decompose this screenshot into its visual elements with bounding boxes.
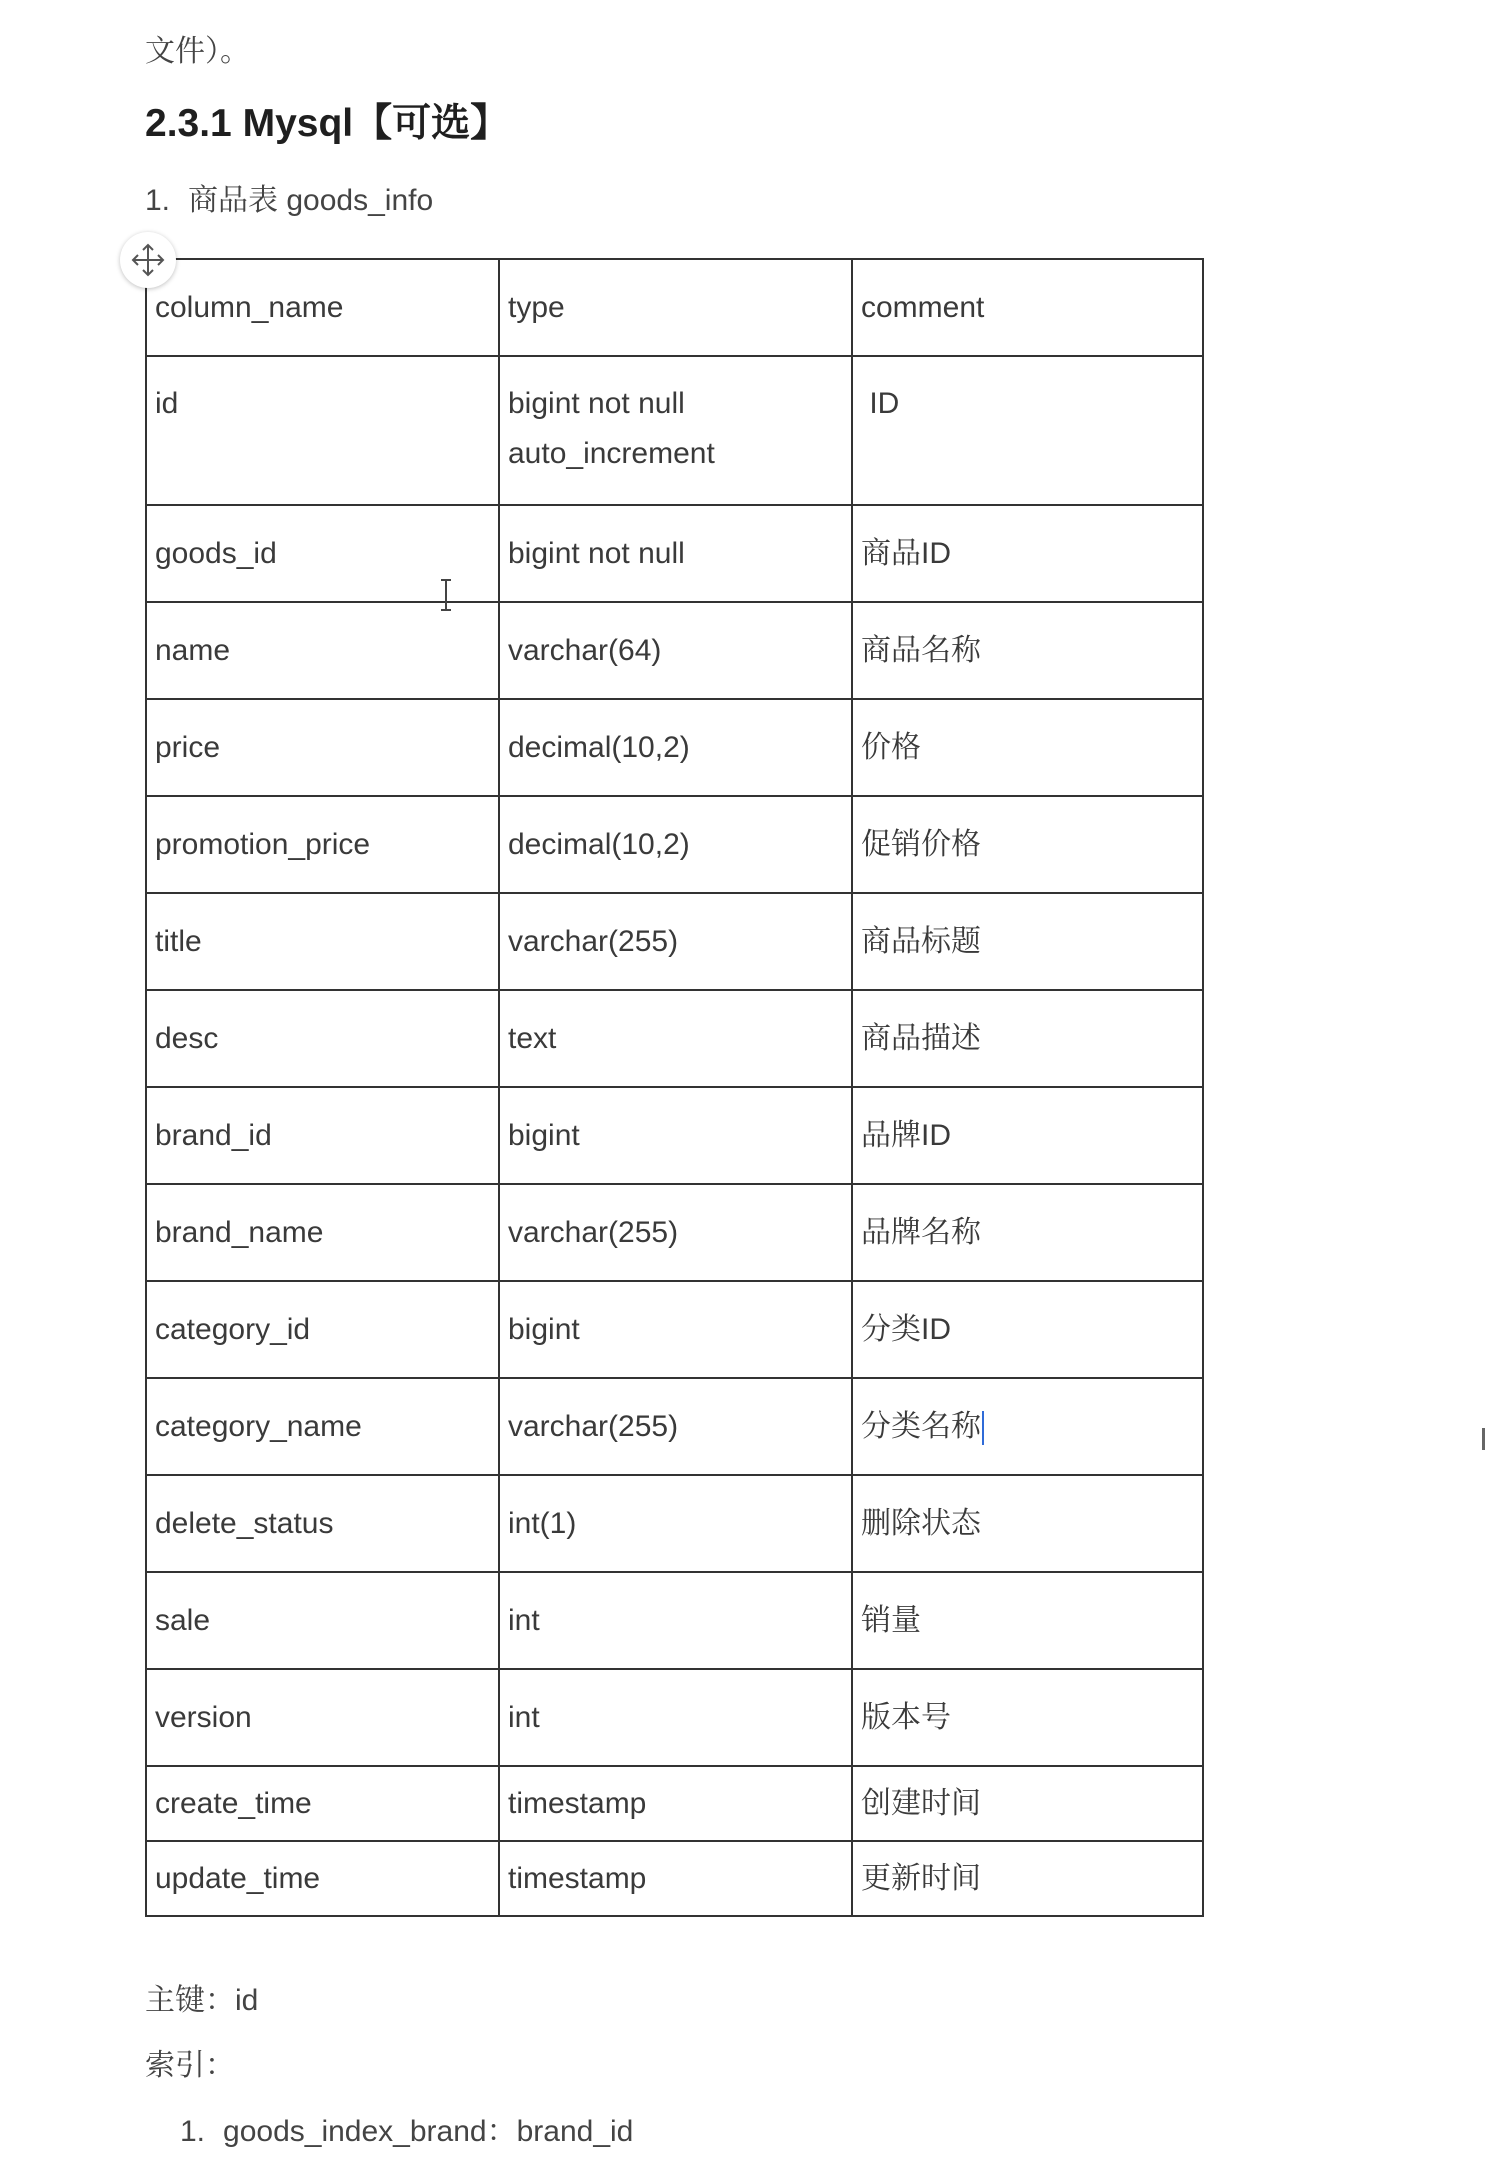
index-heading: 索引： [145, 2049, 235, 2082]
table-cell[interactable]: 价格 [852, 699, 1203, 796]
table-row [146, 990, 1203, 1087]
type-line: bigint not null [508, 387, 685, 420]
table-cell[interactable]: brand_id [146, 1087, 499, 1184]
table-cell[interactable]: bigint [499, 1281, 852, 1378]
list-number: 1. [180, 2115, 206, 2148]
table-cell[interactable]: varchar(255) [499, 1184, 852, 1281]
table-cell[interactable]: 创建时间 [852, 1766, 1203, 1841]
table-cell[interactable] [499, 356, 852, 505]
table-row [146, 893, 1203, 990]
primary-key-line: 主键：id [145, 1984, 259, 2017]
intro-text: 文件）。 [145, 35, 250, 68]
table-cell[interactable]: desc [146, 990, 499, 1087]
table-cell[interactable]: decimal(10,2) [499, 699, 852, 796]
cell-text: 分类名称 [861, 1409, 981, 1443]
table-cell[interactable]: int(1) [499, 1475, 852, 1572]
table-cell[interactable]: timestamp [499, 1841, 852, 1916]
index-item-text: goods_index_brand：brand_id [223, 2115, 634, 2148]
table-cell[interactable]: ID [852, 356, 1203, 505]
section-heading: 2.3.1 Mysql【可选】 [145, 102, 510, 145]
table-cell[interactable]: text [499, 990, 852, 1087]
table-cell[interactable]: create_time [146, 1766, 499, 1841]
table-cell[interactable]: promotion_price [146, 796, 499, 893]
table-cell[interactable]: sale [146, 1572, 499, 1669]
table-cell[interactable]: comment [852, 259, 1203, 356]
table-cell[interactable]: name [146, 602, 499, 699]
table-cell[interactable]: price [146, 699, 499, 796]
table-cell-editing[interactable] [852, 1378, 1203, 1475]
table-cell[interactable]: 品牌名称 [852, 1184, 1203, 1281]
table-cell[interactable]: id [146, 356, 499, 505]
table-cell[interactable]: brand_name [146, 1184, 499, 1281]
table-row [146, 1669, 1203, 1766]
table-row [146, 1475, 1203, 1572]
list-number: 1. [145, 184, 171, 217]
table-cell[interactable]: 分类ID [852, 1281, 1203, 1378]
move-arrows-icon[interactable] [120, 232, 176, 288]
table-cell[interactable]: 商品名称 [852, 602, 1203, 699]
table-cell[interactable]: 更新时间 [852, 1841, 1203, 1916]
table-row [146, 1087, 1203, 1184]
table-cell[interactable]: type [499, 259, 852, 356]
table-cell[interactable]: 促销价格 [852, 796, 1203, 893]
table-row [146, 505, 1203, 602]
table-cell[interactable]: bigint [499, 1087, 852, 1184]
table-row [146, 1281, 1203, 1378]
table-cell[interactable]: category_id [146, 1281, 499, 1378]
goods-info-table[interactable] [145, 258, 1204, 1917]
table-row [146, 699, 1203, 796]
table-cell[interactable]: varchar(255) [499, 1378, 852, 1475]
table-row [146, 356, 1203, 505]
table-cell[interactable]: goods_id [146, 505, 499, 602]
table-row [146, 1378, 1203, 1475]
table-caption [145, 175, 433, 219]
index-list-item [180, 2106, 633, 2150]
table-cell[interactable]: decimal(10,2) [499, 796, 852, 893]
table-cell[interactable]: update_time [146, 1841, 499, 1916]
table-row [146, 796, 1203, 893]
table-row [146, 1841, 1203, 1916]
table-cell[interactable]: 商品标题 [852, 893, 1203, 990]
table-row [146, 1572, 1203, 1669]
table-cell[interactable]: column_name [146, 259, 499, 356]
table-cell[interactable]: title [146, 893, 499, 990]
table-cell[interactable]: bigint not null [499, 505, 852, 602]
table-cell[interactable]: int [499, 1572, 852, 1669]
table-cell[interactable]: timestamp [499, 1766, 852, 1841]
type-line: auto_increment [508, 437, 715, 470]
table-cell[interactable]: version [146, 1669, 499, 1766]
table-row [146, 602, 1203, 699]
table-cell[interactable]: 删除状态 [852, 1475, 1203, 1572]
table-cell[interactable]: 商品ID [852, 505, 1203, 602]
table-cell[interactable]: 销量 [852, 1572, 1203, 1669]
table-cell[interactable]: delete_status [146, 1475, 499, 1572]
table-cell[interactable]: 版本号 [852, 1669, 1203, 1766]
table-cell[interactable]: int [499, 1669, 852, 1766]
text-cursor-icon [438, 578, 454, 617]
table-cell[interactable]: category_name [146, 1378, 499, 1475]
table-cell[interactable]: varchar(64) [499, 602, 852, 699]
table-row [146, 1766, 1203, 1841]
table-cell[interactable]: 品牌ID [852, 1087, 1203, 1184]
table-caption-text: 商品表 goods_info [188, 184, 434, 217]
table-cell[interactable]: 商品描述 [852, 990, 1203, 1087]
scrollbar-edge [1482, 1428, 1485, 1450]
table-cell[interactable]: varchar(255) [499, 893, 852, 990]
table-row [146, 1184, 1203, 1281]
text-caret [982, 1411, 984, 1445]
table-header-row [146, 259, 1203, 356]
